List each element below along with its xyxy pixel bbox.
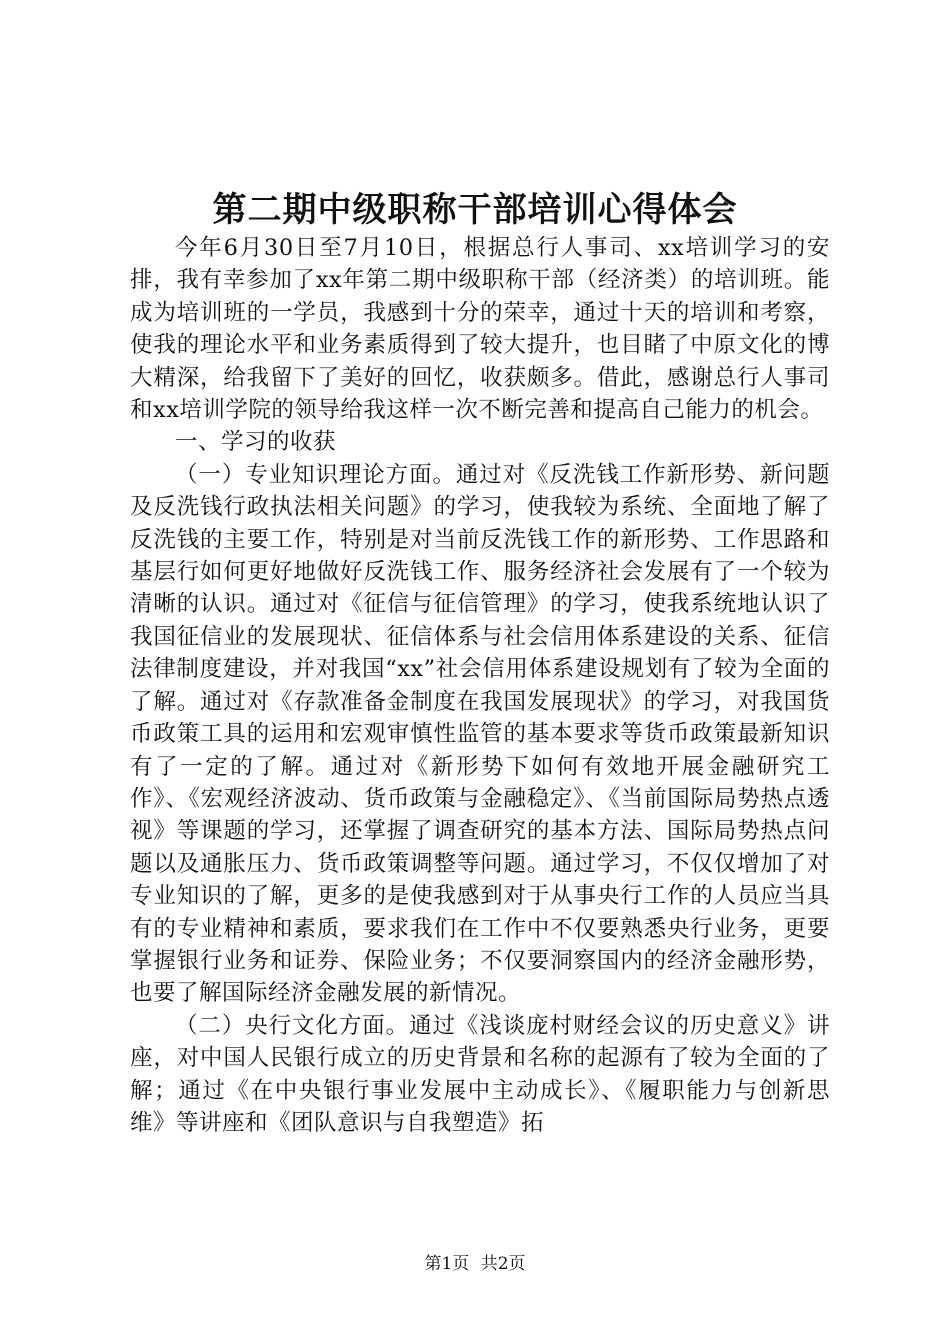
professional-knowledge-paragraph: （一）专业知识理论方面。通过对《反洗钱工作新形势、新问题及反洗钱行政执法相关问题》的学习，使我较为系统、全面地了解了反洗钱的主要工作，特别是对当前反洗钱工作的新形势、工作思路和基层行如何更好地做好反洗钱工作、服务经济社会发展有了一个较为清晰的认识。通过对《征信与征信管理》的学习，使我系统地认识了我国征信业的发展现状、征信体系与社会信用体系建设的关系、征信法律制度建设，并对我国“xx”社会信用体系建设规划有了较为全面的了解。通过对《存款准备金制度在我国发展现状》的学习，对我国货币政策工具的运用和宏观审慎性监管的基本要求等货币政策最新知识有了一定的了解。通过对《新形势下如何有效地开展金融研究工作》、《宏观经济波动、货币政策与金融稳定》、《当前国际局势热点透视》等课题的学习，还掌握了调查研究的基本方法、国际局势热点问题以及通胀压力、货币政策调整等问题。通过学习，不仅仅增加了对专业知识的了解，更多的是使我感到对于从事央行工作的人员应当具有的专业精神和素质，要求我们在工作中不仅要熟悉央行业务，更要掌握银行业务和证券、保险业务；不仅要洞察国内的经济金融形势，也要了解国际经济金融发展的新情况。 [130,461,830,1007]
central-bank-culture-paragraph: （二）央行文化方面。通过《浅谈庞村财经会议的历史意义》讲座，对中国人民银行成立的历史背景和名称的起源有了较为全面的了解；通过《在中央银行事业发展中主动成长》、《履职能力与创新思维》等讲座和《团队意识与自我塑造》拓 [130,1012,830,1136]
section-heading: 一、学习的收获 [175,429,337,456]
document-body [130,232,830,1139]
page-footer: 第1页 共2页 [424,1254,526,1274]
intro-paragraph: 今年6月30日至7月10日，根据总行人事司、xx培训学习的安排，我有幸参加了xx年第二期中级职称干部（经济类）的培训班。能成为培训班的一学员，我感到十分的荣幸，通过十天的培训和考察，使我的理论水平和业务素质得到了较大提升，也目睹了中原文化的博大精深，给我留下了美好的回忆，收获颇多。借此，感谢总行人事司和xx培训学院的领导给我这样一次不断完善和提高自己能力的机会。 [130,235,830,424]
document-title: 第二期中级职称干部培训心得体会 [212,190,738,230]
